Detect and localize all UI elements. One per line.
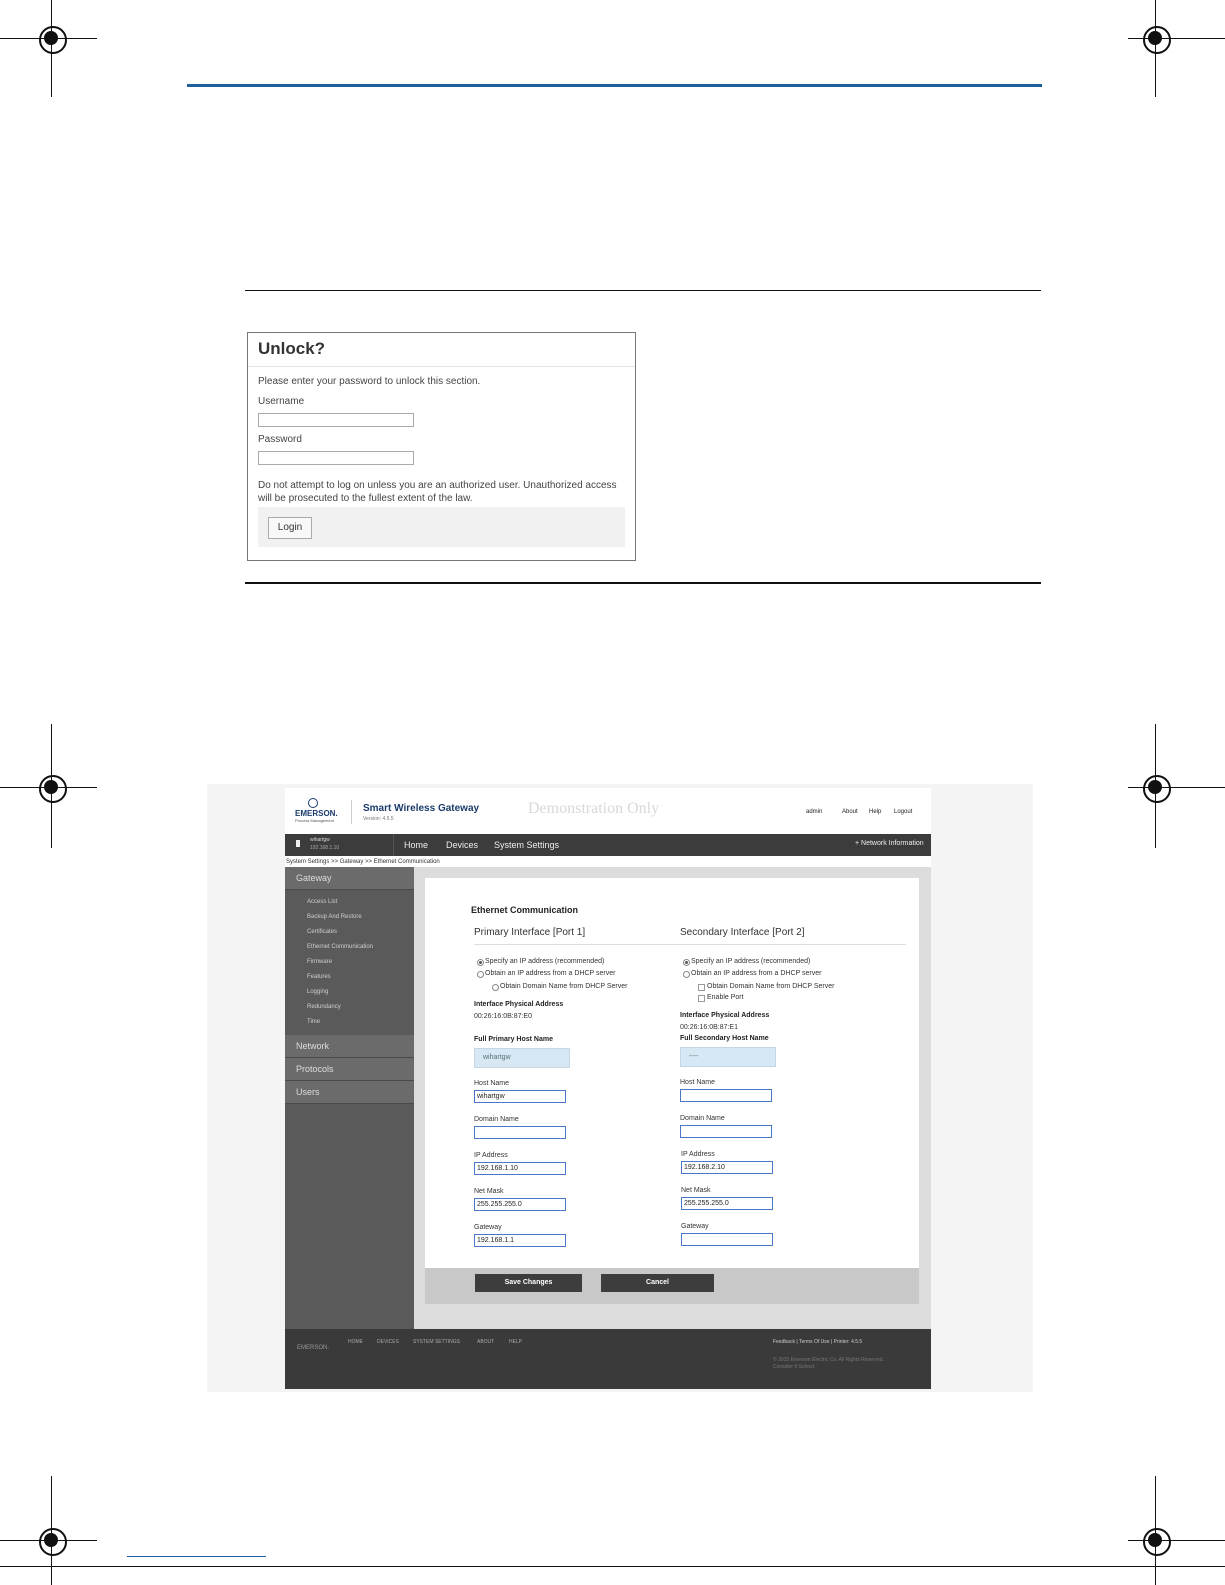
secondary-host-label: Full Secondary Host Name	[680, 1035, 769, 1042]
network-information-button[interactable]: + Network Information	[855, 840, 924, 847]
sidebar-item-redundancy[interactable]: Redundancy	[307, 1004, 341, 1010]
username-input[interactable]	[258, 413, 414, 427]
primary-gateway-input[interactable]: 192.168.1.1	[474, 1234, 566, 1247]
nav-devices[interactable]: Devices	[446, 840, 479, 850]
primary-domain-checkbox[interactable]	[492, 984, 499, 991]
primary-host-label: Full Primary Host Name	[474, 1036, 553, 1043]
top-nav	[285, 834, 931, 856]
registration-mark	[1137, 1522, 1177, 1562]
sidebar-item-ethernet[interactable]: Ethernet Communication	[307, 944, 374, 950]
nav-divider	[393, 834, 394, 856]
primary-static-radio[interactable]	[477, 959, 484, 966]
panel-title: Ethernet Communication	[471, 905, 579, 915]
sidebar-item-access-list[interactable]: Access List	[307, 899, 338, 905]
cancel-button[interactable]: Cancel	[601, 1274, 714, 1292]
password-label: Password	[258, 434, 302, 445]
primary-heading: Primary Interface [Port 1]	[474, 927, 586, 938]
primary-host-full: wihartgw	[474, 1048, 570, 1068]
secondary-gateway-label: Gateway	[681, 1223, 709, 1230]
footer-devices-link[interactable]: DEVICES	[377, 1339, 399, 1345]
brand-sub: Process Management	[295, 818, 334, 823]
about-link[interactable]: About	[842, 809, 858, 815]
primary-ip-label: IP Address	[474, 1152, 508, 1159]
sidebar-item-features[interactable]: Features	[307, 974, 331, 980]
primary-domain-input[interactable]	[474, 1126, 566, 1139]
figure-top-rule	[245, 290, 1041, 291]
header-divider	[351, 800, 352, 824]
primary-mask-label: Net Mask	[474, 1188, 504, 1195]
primary-hostname-input[interactable]: wihartgw	[474, 1090, 566, 1103]
primary-static-label: Specify an IP address (recommended)	[485, 958, 605, 965]
registration-mark	[33, 769, 73, 809]
secondary-mac-label: Interface Physical Address	[680, 1012, 770, 1019]
footer-copyright: © 2015 Emerson Electric Co. All Rights Reserved.	[773, 1357, 884, 1363]
username-label: Username	[258, 396, 305, 407]
logout-link[interactable]: Logout	[894, 809, 913, 815]
user-label: admin	[806, 809, 823, 815]
secondary-heading: Secondary Interface [Port 2]	[680, 927, 805, 938]
footer-tagline: Consider It Solved.	[773, 1364, 816, 1370]
warning-text: will be prosecuted to the fullest extent of the law.	[258, 493, 473, 504]
secondary-domain-input[interactable]	[680, 1125, 772, 1138]
emerson-logo-icon	[308, 798, 318, 808]
primary-mac-value: 00:26:16:0B:87:E0	[474, 1013, 532, 1020]
sidebar-gateway[interactable]: Gateway	[285, 867, 414, 890]
secondary-ip-label: IP Address	[681, 1151, 715, 1158]
registration-mark	[33, 20, 73, 60]
divider	[248, 366, 635, 367]
secondary-host-full: ----	[680, 1047, 776, 1067]
content-area	[414, 867, 931, 1329]
footer-settings-link[interactable]: SYSTEM SETTINGS	[413, 1339, 460, 1345]
primary-mask-input[interactable]: 255.255.255.0	[474, 1198, 566, 1211]
sidebar-protocols[interactable]: Protocols	[285, 1058, 414, 1081]
secondary-domain-name-label: Domain Name	[680, 1115, 725, 1122]
ethernet-panel	[425, 878, 919, 1268]
footer-home-link[interactable]: HOME	[348, 1339, 363, 1345]
sidebar	[285, 867, 414, 1329]
product-title: Smart Wireless Gateway	[363, 803, 480, 814]
login-button[interactable]: Login	[268, 517, 312, 539]
watermark: Demonstration Only	[528, 800, 660, 817]
sidebar-users[interactable]: Users	[285, 1081, 414, 1104]
unlock-title: Unlock?	[258, 339, 326, 358]
action-bar	[425, 1268, 919, 1304]
registration-mark	[1137, 20, 1177, 60]
device-icon	[296, 840, 300, 847]
primary-dhcp-radio[interactable]	[477, 971, 484, 978]
footer-logo: EMERSON.	[297, 1345, 330, 1351]
registration-mark	[33, 1522, 73, 1562]
figure-bottom-rule	[245, 582, 1041, 584]
primary-gateway-label: Gateway	[474, 1224, 502, 1231]
secondary-hostname-label: Host Name	[680, 1079, 716, 1086]
gateway-window	[285, 788, 931, 1389]
sidebar-item-firmware[interactable]: Firmware	[307, 959, 332, 965]
registration-mark	[1137, 769, 1177, 809]
primary-ip-input[interactable]: 192.168.1.10	[474, 1162, 566, 1175]
help-link[interactable]: Help	[869, 809, 882, 815]
password-input[interactable]	[258, 451, 414, 465]
brand-name: EMERSON.	[295, 809, 338, 818]
enable-port-label: Enable Port	[707, 994, 744, 1001]
enable-port-checkbox[interactable]	[698, 995, 705, 1002]
sidebar-item-backup[interactable]: Backup And Restore	[307, 914, 362, 920]
sidebar-item-logging[interactable]: Logging	[307, 989, 329, 995]
page-footer-rule	[0, 1566, 1225, 1567]
secondary-hostname-input[interactable]	[680, 1089, 772, 1102]
footer-help-link[interactable]: HELP	[509, 1339, 523, 1345]
primary-mac-label: Interface Physical Address	[474, 1001, 564, 1008]
device-ip: 192.168.1.10	[310, 845, 340, 851]
secondary-domain-checkbox[interactable]	[698, 984, 705, 991]
primary-dhcp-label: Obtain an IP address from a DHCP server	[485, 970, 616, 977]
page-footer-link-underline	[127, 1556, 266, 1557]
secondary-static-label: Specify an IP address (recommended)	[691, 958, 811, 965]
gateway-screenshot	[207, 784, 1033, 1392]
primary-hostname-label: Host Name	[474, 1080, 510, 1087]
version-text: Version: 4.5.5	[363, 816, 394, 822]
nav-home[interactable]: Home	[404, 840, 429, 850]
save-changes-button[interactable]: Save Changes	[475, 1274, 582, 1292]
footer-right-links[interactable]: Feedback | Terms Of Use | Printer: 4.5.5	[773, 1339, 863, 1345]
secondary-mask-label: Net Mask	[681, 1187, 711, 1194]
secondary-static-radio[interactable]	[683, 959, 690, 966]
secondary-dhcp-label: Obtain an IP address from a DHCP server	[691, 970, 822, 977]
secondary-dhcp-radio[interactable]	[683, 971, 690, 978]
gateway-footer	[285, 1329, 931, 1389]
sidebar-item-time[interactable]: Time	[307, 1019, 321, 1025]
dialog-footer	[258, 507, 625, 547]
header-rule	[187, 84, 1042, 87]
footer-about-link[interactable]: ABOUT	[477, 1339, 495, 1345]
sidebar-network[interactable]: Network	[285, 1035, 414, 1058]
device-name: wihartgw	[310, 837, 330, 843]
nav-system-settings[interactable]: System Settings	[494, 840, 560, 850]
unlock-prompt: Please enter your password to unlock this section.	[258, 376, 481, 387]
divider	[474, 944, 906, 945]
primary-domain-label: Obtain Domain Name from DHCP Server	[500, 983, 628, 990]
sidebar-item-certificates[interactable]: Certificates	[307, 929, 338, 935]
warning-text: Do not attempt to log on unless you are an authorized user. Unauthorized access	[258, 480, 617, 491]
secondary-gateway-input[interactable]	[681, 1233, 773, 1246]
primary-domain-name-label: Domain Name	[474, 1116, 519, 1123]
secondary-mask-input[interactable]: 255.255.255.0	[681, 1197, 773, 1210]
breadcrumb: System Settings >> Gateway >> Ethernet Communication	[286, 859, 440, 865]
secondary-mac-value: 00:26:16:0B:87:E1	[680, 1024, 738, 1031]
unlock-dialog	[247, 332, 636, 561]
secondary-domain-label: Obtain Domain Name from DHCP Server	[707, 983, 835, 990]
secondary-ip-input[interactable]: 192.168.2.10	[681, 1161, 773, 1174]
